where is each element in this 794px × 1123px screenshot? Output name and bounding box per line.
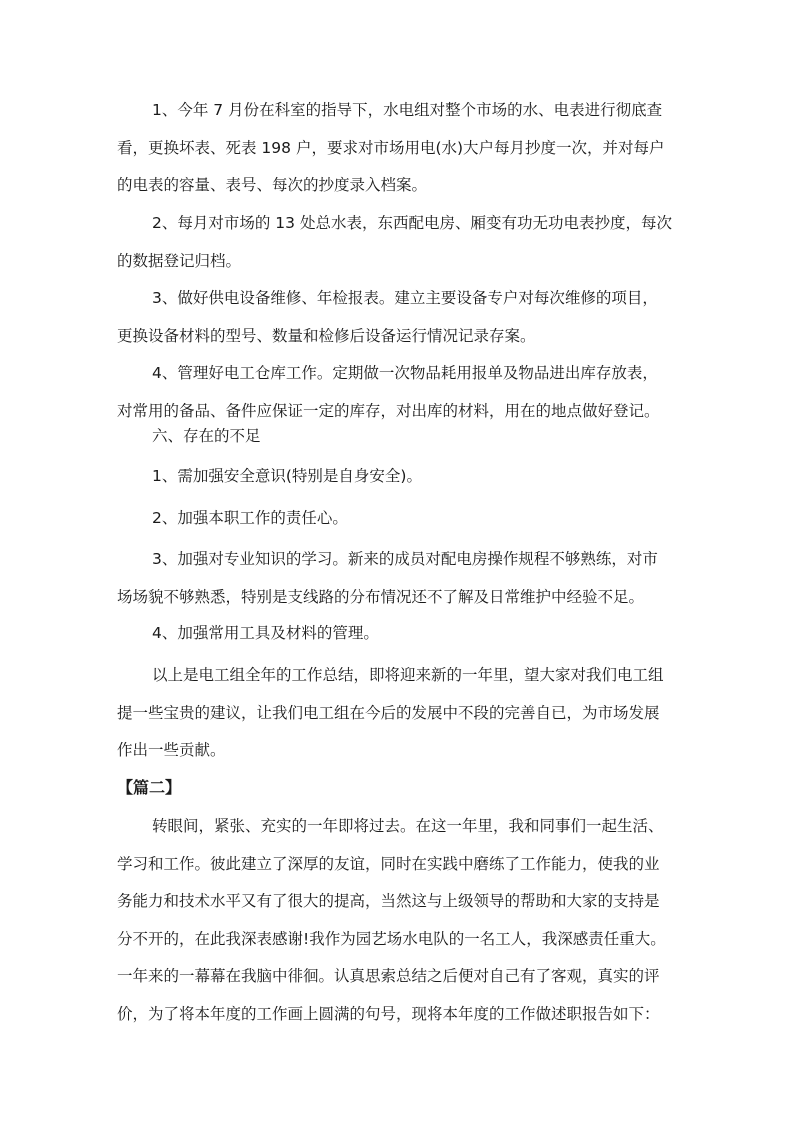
text-line: 分不开的，在此我深表感谢!我作为园艺场水电队的一名工人，我深感责任重大。: [117, 929, 666, 948]
section-title-shortcomings: [117, 418, 687, 456]
text-line: 1、今年 7 月份在科室的指导下，水电组对整个市场的水、电表进行彻底查: [152, 101, 663, 119]
text-line: 4、加强常用工具及材料的管理。: [152, 624, 379, 642]
shortcoming-item-4: [117, 615, 687, 653]
shortcoming-item-1: [117, 458, 687, 496]
shortcoming-item-3: [117, 541, 687, 616]
text-line: 1、需加强安全意识(特别是自身安全)。: [152, 467, 422, 485]
text-line: 转眼间，紧张、充实的一年即将过去。在这一年里，我和同事们一起生活、: [152, 817, 664, 835]
section-heading: 【篇二】: [117, 778, 182, 797]
text-line: 以上是电工组全年的工作总结，即将迎来新的一年里，望大家对我们电工组: [152, 666, 664, 684]
text-line: 价，为了将本年度的工作画上圆满的句号，现将本年度的工作做述职报告如下：: [117, 1004, 660, 1023]
section-paragraph: [117, 808, 687, 1033]
text-line: 提一些宝贵的建议，让我们电工组在今后的发展中不段的完善自已，为市场发展: [117, 703, 660, 722]
conclusion-paragraph: [117, 657, 687, 770]
text-line: 务能力和技术水平又有了很大的提高，当然这与上级领导的帮助和大家的支持是: [117, 892, 660, 910]
text-line: 的数据登记归档。: [117, 251, 242, 270]
text-line: 2、加强本职工作的责任心。: [152, 509, 348, 527]
paragraph-item-2: [117, 205, 687, 280]
text-line: 六、存在的不足: [152, 427, 261, 445]
text-line: 学习和工作。彼此建立了深厚的友谊，同时在实践中磨练了工作能力，使我的业: [117, 854, 660, 873]
text-line: 更换设备材料的型号、数量和检修后设备运行情况记录存案。: [117, 326, 536, 345]
text-line: 的电表的容量、表号、每次的抄度录入档案。: [117, 176, 428, 194]
text-line: 作出一些贡献。: [117, 741, 226, 759]
paragraph-item-3: [117, 280, 687, 355]
text-line: 3、做好供电设备维修、年检报表。建立主要设备专户对每次维修的项目，: [152, 289, 658, 307]
text-line: 看，更换坏表、死表 198 户，要求对市场用电(水)大户每月抄度一次，并对每户: [117, 138, 665, 157]
text-line: 4、管理好电工仓库工作。定期做一次物品耗用报单及物品进出库存放表，: [152, 364, 658, 382]
text-line: 对常用的备品、备件应保证一定的库存，对出库的材料，用在的地点做好登记。: [117, 401, 660, 420]
text-line: 2、每月对市场的 13 处总水表，东西配电房、厢变有功无功电表抄度，每次: [152, 214, 672, 232]
text-line: 一年来的一幕幕在我脑中徘徊。认真思索总结之后便对自己有了客观，真实的评: [117, 967, 660, 985]
shortcoming-item-2: [117, 500, 687, 538]
text-line: 3、加强对专业知识的学习。新来的成员对配电房操作规程不够熟练，对市: [152, 550, 658, 568]
paragraph-item-1: [117, 92, 687, 205]
text-line: 场场貌不够熟悉，特别是支线路的分布情况还不了解及日常维护中经验不足。: [117, 587, 645, 606]
